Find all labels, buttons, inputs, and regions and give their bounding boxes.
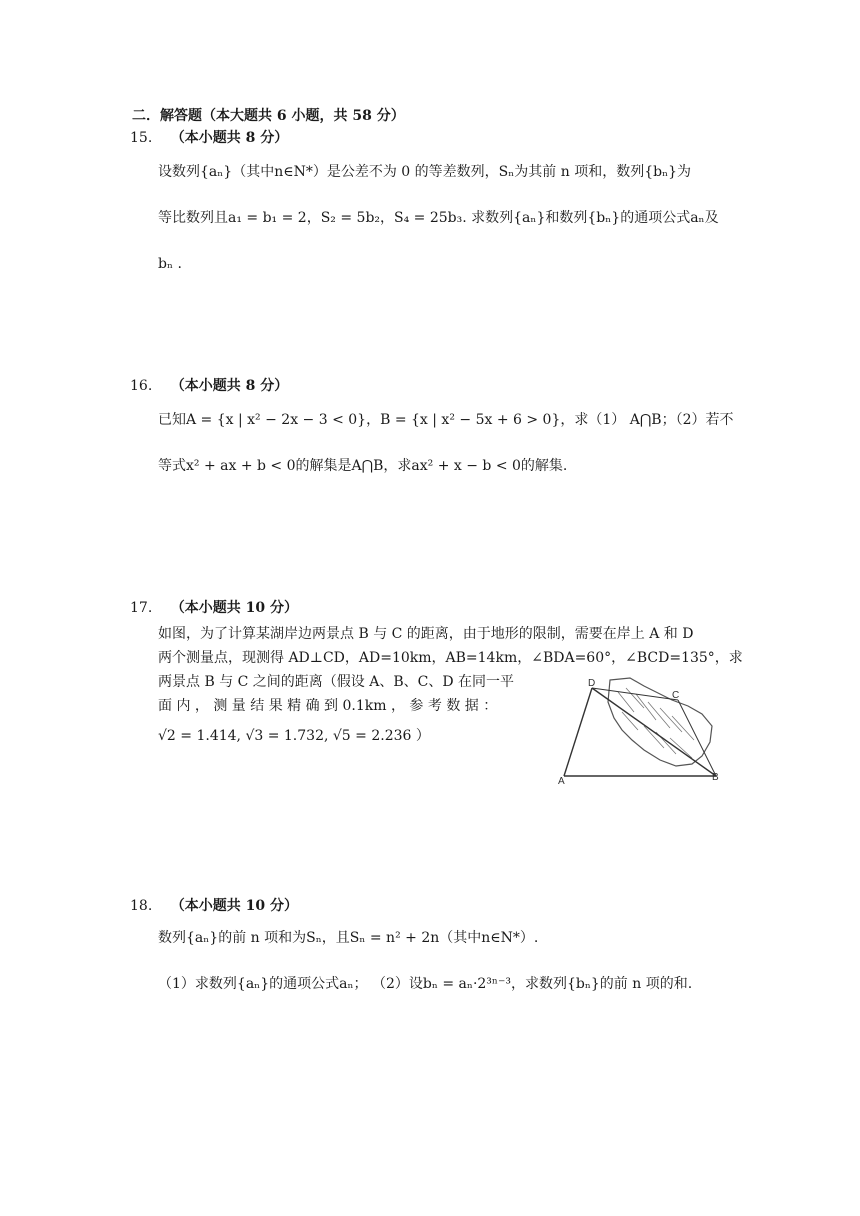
label-a: A [558,776,565,784]
q17-line-4: 面 内 ， 测 量 结 果 精 确 到 0.1km ， 参 考 数 据 ： [158,698,498,714]
q17-line-2: 两个测量点，现测得 AD⊥CD，AD=10km，AB=14km，∠BDA=60°，∠BCD=135°，求 [158,650,743,666]
q17-line-3: 两景点 B 与 C 之间的距离（假设 A、B、C、D 在同一平 [158,674,515,690]
question-number: 15. [130,130,153,146]
lake-hatch [618,688,694,758]
q18-line-2: （1）求数列{aₙ}的通项公式aₙ； （2）设bₙ = aₙ·2³ⁿ⁻³，求数列{bₙ}的前 n 项的和. [158,976,693,992]
question-number: 16. [130,378,153,394]
q17-line-5: √2 = 1.414, √3 = 1.732, √5 = 2.236 ） [158,728,430,744]
lake-outline [608,678,712,766]
q18-line-1: 数列{aₙ}的前 n 项和为Sₙ，且Sₙ = n² + 2n（其中n∈N*）. [158,930,539,946]
question-score: （本小题共 8 分） [170,130,289,146]
question-number: 17. [130,600,153,616]
question-score: （本小题共 10 分） [170,898,298,914]
question-score: （本小题共 8 分） [170,378,289,394]
label-d: D [588,678,596,689]
section-title: 二．解答题（本大题共 6 小题，共 58 分） [132,108,405,124]
line-ad [564,688,592,776]
q15-line-1: 设数列{aₙ}（其中n∈N*）是公差不为 0 的等差数列，Sₙ为其前 n 项和，数列{bₙ}为 [158,164,692,180]
question-number: 18. [130,898,153,914]
q16-line-2: 等式x² + ax + b < 0的解集是A⋂B，求ax² + x − b < 0的解集. [158,458,568,474]
line-db [592,688,716,776]
label-c: C [672,690,680,701]
q16-line-1: 已知A = {x | x² − 2x − 3 < 0}，B = {x | x² − 5x + 6 > 0}，求（1） A⋂B；（2）若不 [158,412,734,428]
question-score: （本小题共 10 分） [170,600,298,616]
q15-line-3: bₙ . [158,256,182,272]
q17-line-1: 如图，为了计算某湖岸边两景点 B 与 C 的距离，由于地形的限制，需要在岸上 A 和 D [158,626,694,642]
lake-figure [552,672,732,784]
q15-line-2: 等比数列且a₁ = b₁ = 2，S₂ = 5b₂，S₄ = 25b₃. 求数列{aₙ}和数列{bₙ}的通项公式aₙ及 [158,210,719,226]
label-b: B [712,772,719,783]
